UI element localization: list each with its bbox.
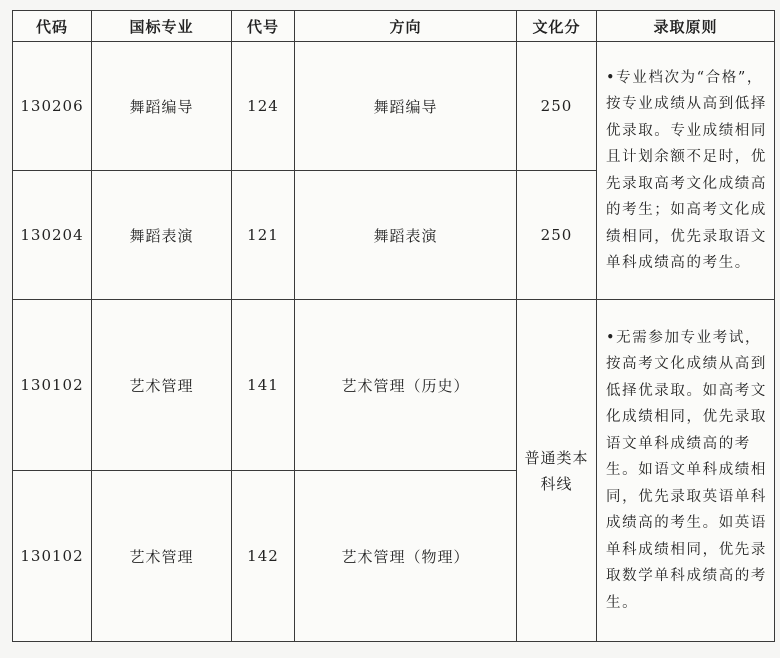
cell-number: 121 <box>232 171 295 300</box>
cell-direction: 艺术管理（物理） <box>295 471 517 642</box>
cell-major: 舞蹈编导 <box>92 42 232 171</box>
header-rule: 录取原则 <box>597 11 775 42</box>
cell-direction: 艺术管理（历史） <box>295 300 517 471</box>
header-code: 代码 <box>13 11 92 42</box>
header-score: 文化分 <box>517 11 597 42</box>
cell-rule-management: •无需参加专业考试，按高考文化成绩从高到低择优录取。如高考文化成绩相同，优先录取语文单科成绩高的考生。如语文单科成绩相同，优先录取英语单科成绩高的考生。如英语单科成绩相同，优先录取数学单科成绩高的考生。 <box>597 300 775 642</box>
header-direction: 方向 <box>295 11 517 42</box>
cell-code: 130206 <box>13 42 92 171</box>
cell-score-merged: 普通类本科线 <box>517 300 597 642</box>
admission-table <box>12 10 775 642</box>
header-row <box>13 11 775 42</box>
header-major: 国标专业 <box>92 11 232 42</box>
cell-major: 舞蹈表演 <box>92 171 232 300</box>
cell-major: 艺术管理 <box>92 300 232 471</box>
table-row <box>13 42 775 171</box>
cell-code: 130102 <box>13 300 92 471</box>
cell-score: 250 <box>517 171 597 300</box>
cell-code: 130102 <box>13 471 92 642</box>
cell-rule-dance: •专业档次为“合格”，按专业成绩从高到低择优录取。专业成绩相同且计划余额不足时，优先录取高考文化成绩高的考生；如高考文化成绩相同，优先录取语文单科成绩高的考生。 <box>597 42 775 300</box>
table-row <box>13 300 775 471</box>
cell-number: 142 <box>232 471 295 642</box>
cell-number: 141 <box>232 300 295 471</box>
cell-number: 124 <box>232 42 295 171</box>
header-number: 代号 <box>232 11 295 42</box>
cell-major: 艺术管理 <box>92 471 232 642</box>
cell-direction: 舞蹈表演 <box>295 171 517 300</box>
cell-score: 250 <box>517 42 597 171</box>
cell-code: 130204 <box>13 171 92 300</box>
cell-direction: 舞蹈编导 <box>295 42 517 171</box>
